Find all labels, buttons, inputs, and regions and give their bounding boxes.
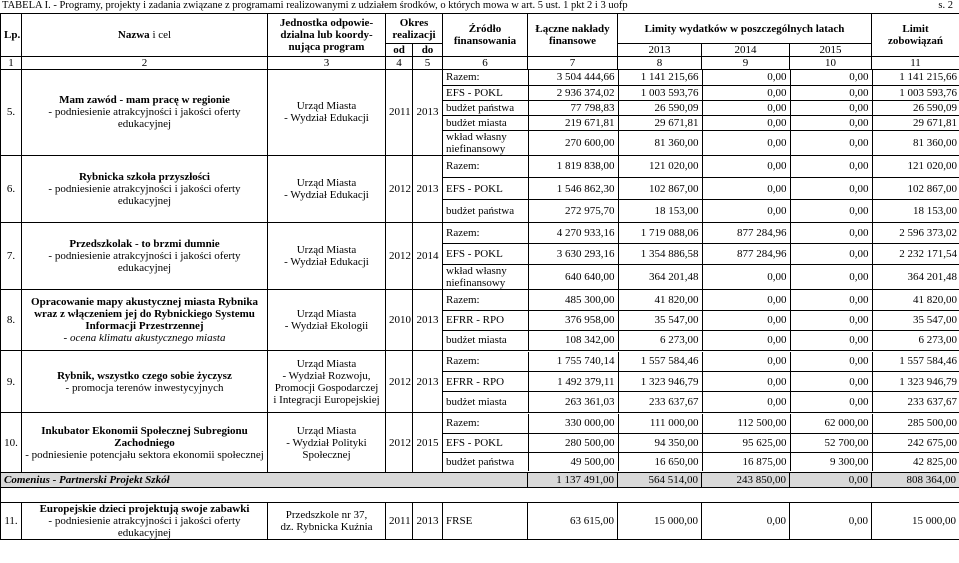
row-goal: - podniesienie atrakcyjności i jakości oferty edukacyjnej — [48, 182, 241, 207]
financing-source: budżet państwa — [443, 200, 528, 222]
financing-value: 233 637,67 — [618, 392, 702, 412]
row-unit-line: Społecznej — [302, 448, 351, 461]
row-unit-line: Urząd Miasta — [296, 308, 357, 320]
financing-source: EFS - POKL — [443, 85, 528, 100]
row-lp: 11. — [1, 503, 22, 540]
financing-value: 0,00 — [702, 265, 790, 290]
row-do: 2013 — [413, 351, 443, 413]
financing-table — [443, 156, 959, 222]
row-od: 2012 — [386, 351, 413, 413]
header-laczne: Łączne nakłady finansowe — [528, 14, 618, 57]
financing-source: budżet miasta — [443, 330, 528, 350]
financing-value: 330 000,00 — [528, 414, 618, 433]
column-number: 8 — [618, 57, 702, 70]
page-number: s. 2 — [938, 0, 953, 11]
financing-value: 272 975,70 — [528, 200, 618, 222]
financing-source: EFS - POKL — [443, 433, 528, 452]
financing-value: 0,00 — [790, 100, 872, 115]
comenius-value: 243 850,00 — [702, 473, 790, 488]
financing-value: 270 600,00 — [528, 130, 618, 155]
financing-table — [443, 70, 959, 155]
financing-value: 112 500,00 — [702, 414, 790, 433]
column-number: 3 — [268, 57, 386, 70]
financing-line — [443, 130, 959, 155]
comenius-value: 564 514,00 — [618, 473, 702, 488]
row-lp: 7. — [1, 222, 22, 290]
financing-source: budżet miasta — [443, 392, 528, 412]
row-unit-line: Urząd Miasta — [296, 176, 357, 189]
financing-value: 1 003 593,76 — [618, 85, 702, 100]
row-goal: - podniesienie atrakcyjności i jakości oferty edukacyjnej — [48, 515, 241, 539]
financing-source: Razem: — [446, 293, 480, 306]
financing-value: 62 000,00 — [790, 414, 872, 433]
header-okres: Okres realizacji — [386, 14, 443, 44]
financing-value: 26 590,09 — [618, 100, 702, 115]
financing-value: 0,00 — [702, 100, 790, 115]
financing-value: 16 650,00 — [618, 452, 702, 471]
financing-value: 81 360,00 — [618, 130, 702, 155]
financing-value: 1 354 886,58 — [618, 244, 702, 265]
financing-value: 9 300,00 — [790, 452, 872, 471]
header-zrodlo: Źródło finansowania — [443, 14, 528, 57]
header-year-2014: 2014 — [702, 44, 790, 57]
header-nazwa — [22, 14, 268, 57]
row-unit-line: Urząd Miasta — [296, 100, 357, 113]
financing-value: 16 875,00 — [702, 452, 790, 471]
financing-value: 108 342,00 — [528, 330, 618, 350]
financing-value: 233 637,67 — [872, 392, 959, 412]
financing-value: 0,00 — [790, 200, 872, 222]
row-name: Mam zawód - mam pracę w regionie — [59, 94, 230, 107]
financing-value: 102 867,00 — [618, 178, 702, 200]
financing-source: wkład własny niefinansowy — [443, 130, 528, 155]
row-unit-line: Przedszkole nr 37, — [285, 509, 368, 521]
comenius-value: 808 364,00 — [872, 473, 959, 488]
row-unit-line: Urząd Miasta — [296, 424, 357, 437]
financing-value: 0,00 — [790, 156, 872, 178]
financing-line — [443, 352, 959, 372]
financing-value: 263 361,03 — [528, 392, 618, 412]
financing-value: 1 546 862,30 — [528, 178, 618, 200]
row-name-cell — [22, 222, 268, 290]
header-limit-zobowiazan: Limit zobowiązań — [872, 14, 959, 57]
header-lp: Lp. — [1, 14, 22, 57]
row-unit-line: Urząd Miasta — [296, 243, 357, 256]
financing-value: 0,00 — [790, 265, 872, 290]
financing-value: 0,00 — [790, 115, 872, 130]
financing-value: 3 630 293,16 — [528, 244, 618, 265]
column-number: 11 — [872, 57, 959, 70]
financing-value: 0,00 — [702, 200, 790, 222]
header-nazwa-rest: i cel — [152, 29, 172, 41]
row-name-cell — [22, 503, 268, 540]
row-financing-cell — [443, 222, 959, 290]
financing-value: 1 323 946,79 — [872, 372, 959, 392]
financing-value: 35 547,00 — [872, 310, 959, 330]
financing-value: 0,00 — [790, 130, 872, 155]
row-unit-line: - Wydział Polityki — [286, 436, 367, 449]
financing-value: 121 020,00 — [872, 156, 959, 178]
table-row — [1, 290, 959, 351]
financing-value: 0,00 — [790, 244, 872, 265]
financing-line — [443, 178, 959, 200]
financing-source: budżet państwa — [443, 100, 528, 115]
table-row — [1, 222, 959, 290]
financing-value: 0,00 — [790, 290, 872, 310]
row-goal: - podniesienie atrakcyjności i jakości oferty edukacyjnej — [48, 106, 241, 131]
financing-value: 0,00 — [702, 85, 790, 100]
header-nazwa-bold: Nazwa — [117, 29, 150, 41]
financing-value: 6 273,00 — [872, 330, 959, 350]
financing-value: 49 500,00 — [528, 452, 618, 471]
financing-value: 95 625,00 — [702, 433, 790, 452]
row-od: 2010 — [386, 290, 413, 351]
financing-value: 0,00 — [702, 392, 790, 412]
financing-value: 0,00 — [702, 330, 790, 350]
row-name-cell — [22, 351, 268, 413]
row-name: Rybnik, wszystko czego sobie życzysz — [57, 369, 232, 382]
table-title-text: TABELA I. - Programy, projekty i zadania związane z programami realizowanymi z udziałem środków, o których mowa w art. 5 ust. 1 pkt 2 i 3 uofp — [2, 0, 628, 11]
row-unit-line: Promocji Gospodarczej — [274, 381, 379, 394]
row-name: Inkubator Ekonomii Społecznej Subregionu Zachodniego — [41, 424, 248, 449]
spacer-cell — [1, 488, 959, 503]
financing-value: 1 141 215,66 — [872, 70, 959, 85]
column-number: 7 — [528, 57, 618, 70]
row-unit-cell — [268, 155, 386, 222]
financing-value: 0,00 — [790, 372, 872, 392]
table-row — [1, 503, 959, 540]
financing-value: 0,00 — [702, 70, 790, 85]
financing-table — [443, 290, 959, 350]
financing-value: 0,00 — [790, 85, 872, 100]
financing-value: 15 000,00 — [618, 503, 702, 540]
budget-table — [0, 13, 959, 540]
financing-source: Razem: — [446, 417, 480, 430]
financing-value: 0,00 — [790, 503, 872, 540]
row-financing-cell — [443, 351, 959, 413]
financing-line — [443, 330, 959, 350]
row-od: 2012 — [386, 222, 413, 290]
row-financing-cell — [443, 290, 959, 351]
financing-table — [443, 223, 959, 290]
financing-value: 94 350,00 — [618, 433, 702, 452]
row-unit-line: - Wydział Edukacji — [284, 255, 369, 268]
header-year-2013: 2013 — [618, 44, 702, 57]
financing-value: 1 557 584,46 — [618, 352, 702, 372]
financing-value: 35 547,00 — [618, 310, 702, 330]
financing-value: 29 671,81 — [618, 115, 702, 130]
row-name: Opracowanie mapy akustycznej miasta Rybnika wraz z włączeniem jej do Rybnickiego Systemu Informacji Przestrzennej — [31, 296, 258, 332]
table-row — [1, 351, 959, 413]
financing-value: 15 000,00 — [872, 503, 959, 540]
row-od: 2011 — [386, 503, 413, 540]
row-do: 2015 — [413, 413, 443, 473]
row-do: 2014 — [413, 222, 443, 290]
row-unit-cell — [268, 503, 386, 540]
financing-value: 0,00 — [702, 156, 790, 178]
financing-value: 4 270 933,16 — [528, 223, 618, 244]
financing-value: 877 284,96 — [702, 244, 790, 265]
financing-value: 0,00 — [790, 392, 872, 412]
financing-line — [443, 85, 959, 100]
financing-line — [443, 156, 959, 178]
financing-line — [443, 244, 959, 265]
financing-line — [443, 290, 959, 310]
row-financing-cell — [443, 413, 959, 473]
row-unit-cell — [268, 413, 386, 473]
financing-value: 0,00 — [790, 178, 872, 200]
row-od: 2012 — [386, 155, 413, 222]
financing-value: 0,00 — [702, 130, 790, 155]
financing-source: Razem: — [446, 160, 480, 173]
row-unit-cell — [268, 290, 386, 351]
financing-line — [443, 433, 959, 452]
row-unit-line: - Wydział Edukacji — [284, 112, 369, 125]
financing-value: 0,00 — [790, 352, 872, 372]
financing-value: 285 500,00 — [872, 414, 959, 433]
column-number: 5 — [413, 57, 443, 70]
row-unit-line: i Integracji Europejskiej — [273, 393, 380, 406]
financing-value: 42 825,00 — [872, 452, 959, 471]
financing-value: 364 201,48 — [618, 265, 702, 290]
column-number: 1 — [1, 57, 22, 70]
row-name: Przedszkolak - to brzmi dumnie — [69, 237, 220, 250]
financing-value: 1 819 838,00 — [528, 156, 618, 178]
financing-value: 877 284,96 — [702, 223, 790, 244]
row-do: 2013 — [413, 503, 443, 540]
financing-source: EFS - POKL — [443, 244, 528, 265]
financing-line — [443, 414, 959, 433]
financing-value: 81 360,00 — [872, 130, 959, 155]
financing-value: 1 755 740,14 — [528, 352, 618, 372]
financing-value: 111 000,00 — [618, 414, 702, 433]
financing-value: 485 300,00 — [528, 290, 618, 310]
financing-value: 2 232 171,54 — [872, 244, 959, 265]
financing-value: 121 020,00 — [618, 156, 702, 178]
financing-source: budżet miasta — [443, 115, 528, 130]
row-unit-line: - Wydział Rozwoju, — [282, 369, 371, 382]
row-unit-line: - Wydział Edukacji — [284, 188, 369, 201]
table-title — [2, 0, 957, 12]
row-financing-cell — [443, 70, 959, 156]
table-row — [1, 413, 959, 473]
row-name: Europejskie dzieci projektują swoje zabawki — [39, 503, 250, 515]
financing-value: 26 590,09 — [872, 100, 959, 115]
financing-value: 1 492 379,11 — [528, 372, 618, 392]
comenius-label: Comenius - Partnerski Projekt Szkół — [1, 473, 528, 488]
row-lp: 9. — [1, 351, 22, 413]
row-unit-line: dz. Rybnicka Kuźnia — [280, 521, 373, 533]
financing-value: 0,00 — [790, 330, 872, 350]
financing-value: 242 675,00 — [872, 433, 959, 452]
financing-value: 1 141 215,66 — [618, 70, 702, 85]
row-name-cell — [22, 290, 268, 351]
financing-value: 63 615,00 — [528, 503, 618, 540]
row-do: 2013 — [413, 155, 443, 222]
financing-value: 0,00 — [702, 115, 790, 130]
financing-source: EFS - POKL — [443, 178, 528, 200]
row-name: Rybnicka szkoła przyszłości — [78, 170, 210, 183]
financing-table — [443, 352, 959, 412]
financing-value: 18 153,00 — [872, 200, 959, 222]
row-lp: 6. — [1, 155, 22, 222]
row-unit-cell — [268, 351, 386, 413]
header-do: do — [413, 44, 443, 57]
financing-value: 3 504 444,66 — [528, 70, 618, 85]
table-row — [1, 70, 959, 156]
financing-source: EFRR - RPO — [443, 310, 528, 330]
financing-source: wkład własny niefinansowy — [443, 265, 528, 290]
financing-source: FRSE — [443, 503, 528, 540]
financing-value: 102 867,00 — [872, 178, 959, 200]
financing-value: 1 003 593,76 — [872, 85, 959, 100]
financing-line — [443, 265, 959, 290]
financing-source: Razem: — [446, 71, 480, 84]
spacer-row — [1, 488, 959, 503]
comenius-row — [1, 473, 959, 488]
financing-source: EFRR - RPO — [443, 372, 528, 392]
financing-value: 0,00 — [790, 310, 872, 330]
financing-value: 0,00 — [702, 372, 790, 392]
row-name-cell — [22, 155, 268, 222]
financing-value: 640 640,00 — [528, 265, 618, 290]
table-row — [1, 155, 959, 222]
row-do: 2013 — [413, 70, 443, 156]
row-name-cell — [22, 70, 268, 156]
financing-line — [443, 70, 959, 85]
row-unit-line: Urząd Miasta — [296, 357, 357, 370]
row-lp: 10. — [1, 413, 22, 473]
financing-value: 0,00 — [702, 503, 790, 540]
financing-line — [443, 452, 959, 471]
column-number: 4 — [386, 57, 413, 70]
column-number: 2 — [22, 57, 268, 70]
header-year-2015: 2015 — [790, 44, 872, 57]
financing-line — [443, 223, 959, 244]
row-unit-cell — [268, 70, 386, 156]
row-lp: 8. — [1, 290, 22, 351]
financing-value: 29 671,81 — [872, 115, 959, 130]
row-unit-line: - Wydział Ekologii — [284, 320, 369, 332]
financing-value: 0,00 — [702, 178, 790, 200]
financing-value: 0,00 — [702, 352, 790, 372]
column-number-row — [1, 57, 959, 70]
financing-value: 6 273,00 — [618, 330, 702, 350]
row-unit-cell — [268, 222, 386, 290]
financing-source: Razem: — [446, 226, 480, 239]
financing-value: 1 557 584,46 — [872, 352, 959, 372]
financing-value: 41 820,00 — [872, 290, 959, 310]
financing-line — [443, 372, 959, 392]
financing-value: 280 500,00 — [528, 433, 618, 452]
row-lp: 5. — [1, 70, 22, 156]
financing-line — [443, 200, 959, 222]
column-number: 6 — [443, 57, 528, 70]
header-jednostka: Jednostka odpowie-dzialna lub koordy-nująca program — [268, 14, 386, 57]
financing-line — [443, 392, 959, 412]
row-financing-cell — [443, 155, 959, 222]
financing-source: Razem: — [446, 355, 480, 368]
financing-value: 1 719 088,06 — [618, 223, 702, 244]
row-goal: - podniesienie potencjału sektora ekonomii społecznej — [25, 448, 264, 461]
financing-value: 52 700,00 — [790, 433, 872, 452]
column-number: 10 — [790, 57, 872, 70]
financing-value: 364 201,48 — [872, 265, 959, 290]
financing-line — [443, 115, 959, 130]
row-od: 2012 — [386, 413, 413, 473]
financing-value: 0,00 — [702, 290, 790, 310]
financing-value: 2 596 373,02 — [872, 223, 959, 244]
financing-value: 0,00 — [702, 310, 790, 330]
financing-value: 0,00 — [790, 223, 872, 244]
financing-value: 2 936 374,02 — [528, 85, 618, 100]
header-limity: Limity wydatków w poszczególnych latach — [618, 14, 872, 44]
row-goal: - promocja terenów inwestycyjnych — [65, 381, 224, 394]
row-name-cell — [22, 413, 268, 473]
row-goal: - ocena klimatu akustycznego miasta — [63, 332, 226, 344]
financing-value: 1 323 946,79 — [618, 372, 702, 392]
comenius-value: 1 137 491,00 — [528, 473, 618, 488]
financing-value: 219 671,81 — [528, 115, 618, 130]
row-goal: - podniesienie atrakcyjności i jakości oferty edukacyjnej — [48, 249, 241, 274]
financing-value: 376 958,00 — [528, 310, 618, 330]
financing-line — [443, 310, 959, 330]
financing-source: budżet państwa — [443, 452, 528, 471]
column-number: 9 — [702, 57, 790, 70]
financing-value: 41 820,00 — [618, 290, 702, 310]
financing-value: 77 798,83 — [528, 100, 618, 115]
row-od: 2011 — [386, 70, 413, 156]
financing-value: 18 153,00 — [618, 200, 702, 222]
header-od: od — [386, 44, 413, 57]
financing-value: 0,00 — [790, 70, 872, 85]
financing-table — [443, 414, 959, 471]
row-do: 2013 — [413, 290, 443, 351]
comenius-value: 0,00 — [790, 473, 872, 488]
financing-line — [443, 100, 959, 115]
